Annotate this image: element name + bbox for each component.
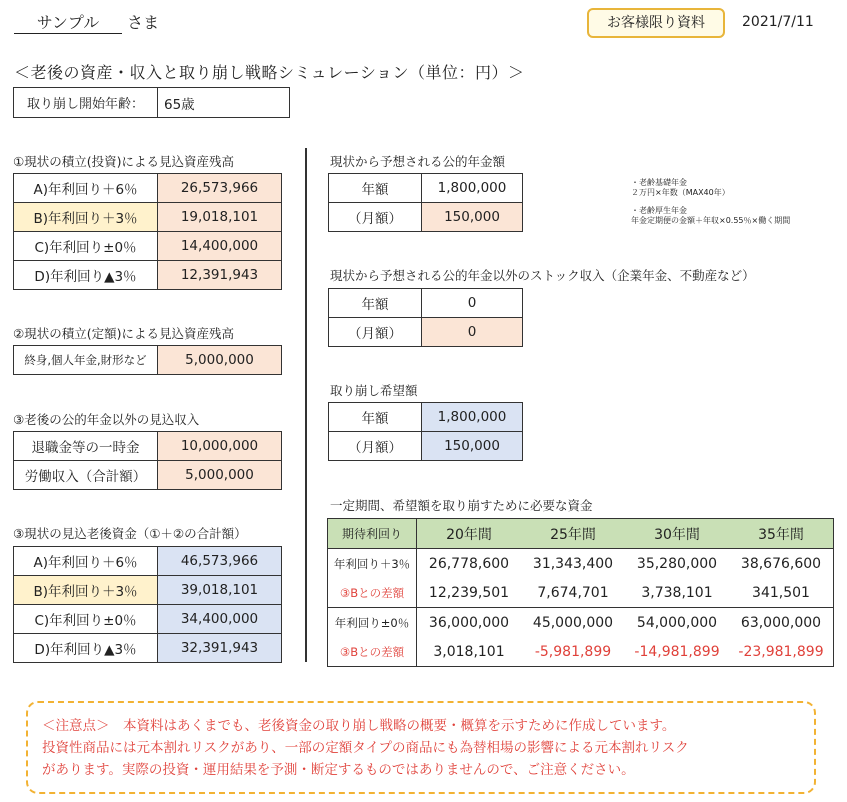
withdraw-table [328, 402, 523, 461]
pension-note-employee-title: ・老齢厚生年金 [631, 206, 687, 215]
customer-name: サンプル [14, 10, 122, 34]
s4-row-label: A)年利回り＋6％ [14, 547, 158, 576]
pension-note-employee [631, 206, 790, 226]
stock-monthly-label: （月額） [329, 318, 422, 347]
required-row-label: 年利回り＋3％ [328, 549, 417, 579]
pension-monthly-value: 150,000 [422, 203, 523, 232]
required-header-period: 25年間 [521, 519, 625, 549]
stock-monthly-value: 0 [422, 318, 523, 347]
required-title: 一定期間、希望額を取り崩すために必要な資金 [330, 498, 593, 513]
stock-table [328, 288, 523, 347]
document-date: 2021/7/11 [742, 14, 814, 30]
s3-row-label: 退職金等の一時金 [14, 432, 158, 461]
pension-annual-label: 年額 [329, 174, 422, 203]
start-age-label: 取り崩し開始年齢： [14, 88, 158, 118]
s4-row-value: 39,018,101 [158, 576, 282, 605]
stock-annual-label: 年額 [329, 289, 422, 318]
s3-row-label: 労働収入（合計額） [14, 461, 158, 490]
stock-annual-value: 0 [422, 289, 523, 318]
s4-row-value: 34,400,000 [158, 605, 282, 634]
s3-row-value: 5,000,000 [158, 461, 282, 490]
customer-line [14, 10, 159, 34]
required-cell: -23,981,899 [729, 637, 834, 667]
required-cell: -14,981,899 [625, 637, 729, 667]
withdraw-monthly-label: （月額） [329, 432, 422, 461]
s1-row-value: 19,018,101 [158, 203, 282, 232]
section1-title: ①現状の積立(投資)による見込資産残高 [13, 154, 234, 169]
section2-table [13, 345, 282, 375]
required-funds-table [327, 518, 834, 667]
section1-table [13, 173, 282, 290]
section3-title: ③老後の公的年金以外の見込収入 [13, 412, 200, 427]
required-header-period: 20年間 [417, 519, 522, 549]
section4-table [13, 546, 282, 663]
s1-row-label: C)年利回り±0％ [14, 232, 158, 261]
s1-row-label: A)年利回り＋6％ [14, 174, 158, 203]
stock-title: 現状から予想される公的年金以外のストック収入（企業年金、不動産など） [330, 268, 755, 283]
required-header-period: 35年間 [729, 519, 834, 549]
required-cell: -5,981,899 [521, 637, 625, 667]
s4-row-label: B)年利回り＋3％ [14, 576, 158, 605]
required-row-label: ③Bとの差額 [328, 637, 417, 667]
caution-line: 投資性商品には元本割れリスクがあり、一部の定額タイプの商品にも為替相場の影響による元本割れリスク [42, 740, 689, 756]
s3-row-value: 10,000,000 [158, 432, 282, 461]
required-cell: 45,000,000 [532, 614, 614, 631]
required-cell: 63,000,000 [729, 608, 834, 638]
section2-title: ②現状の積立(定額)による見込資産残高 [13, 326, 234, 341]
s4-row-value: 32,391,943 [158, 634, 282, 663]
honorific: さま [127, 13, 160, 32]
s4-row-label: D)年利回り▲3％ [14, 634, 158, 663]
required-cell: 31,343,400 [532, 555, 614, 572]
s1-row-value: 12,391,943 [158, 261, 282, 290]
caution-line: があります。実際の投資・運用結果を予測・断定するものではありませんので、ご注意ください。 [42, 762, 635, 778]
required-cell: 3,018,101 [417, 637, 522, 667]
withdraw-annual-label: 年額 [329, 403, 422, 432]
required-cell: 3,738,101 [625, 578, 729, 608]
s4-row-value: 46,573,966 [158, 547, 282, 576]
s1-row-label: B)年利回り＋3％ [14, 203, 158, 232]
pension-note-basic-formula: ２万円×年数（MAX40年） [631, 188, 730, 197]
s4-row-label: C)年利回り±0％ [14, 605, 158, 634]
withdraw-monthly-value: 150,000 [422, 432, 523, 461]
required-cell: 26,778,600 [428, 555, 510, 572]
required-header-period: 30年間 [625, 519, 729, 549]
caution-line: ＜注意点＞ 本資料はあくまでも、老後資金の取り崩し戦略の概要・概算を示すために作成しています。 [42, 718, 676, 734]
s1-row-label: D)年利回り▲3％ [14, 261, 158, 290]
pension-note-employee-formula: 年金定期便の金額＋年収×0.55％×働く期間 [631, 216, 791, 225]
section4-title: ③現状の見込老後資金（①＋②の合計額） [13, 526, 247, 541]
column-divider [305, 148, 307, 662]
pension-title: 現状から予想される公的年金額 [330, 154, 506, 169]
pension-monthly-label: （月額） [329, 203, 422, 232]
required-cell: 36,000,000 [428, 614, 510, 631]
withdraw-title: 取り崩し希望額 [330, 383, 418, 398]
required-header-rate: 期待利回り [328, 519, 417, 549]
pension-annual-value: 1,800,000 [422, 174, 523, 203]
start-age-table [13, 87, 290, 118]
required-row-label: 年利回り±0％ [328, 608, 417, 638]
required-row-label: ③Bとの差額 [328, 578, 417, 608]
required-cell: 54,000,000 [636, 614, 718, 631]
s2-value: 5,000,000 [158, 346, 282, 375]
caution-box [26, 701, 816, 794]
section3-table [13, 431, 282, 490]
withdraw-annual-value: 1,800,000 [422, 403, 523, 432]
page-title: ＜老後の資産・収入と取り崩し戦略シミュレーション（単位：円）＞ [14, 63, 525, 82]
required-cell: 341,501 [729, 578, 834, 608]
confidential-badge: お客様限り資料 [587, 8, 725, 38]
pension-note-basic [631, 178, 730, 198]
s1-row-value: 14,400,000 [158, 232, 282, 261]
s2-label: 終身,個人年金,財形など [14, 346, 158, 375]
start-age-value: 65歳 [158, 88, 290, 118]
s1-row-value: 26,573,966 [158, 174, 282, 203]
required-cell: 35,280,000 [636, 555, 718, 572]
required-cell: 7,674,701 [521, 578, 625, 608]
required-cell: 38,676,600 [729, 549, 834, 579]
pension-table [328, 173, 523, 232]
required-cell: 12,239,501 [417, 578, 522, 608]
pension-note-basic-title: ・老齢基礎年金 [631, 178, 687, 187]
